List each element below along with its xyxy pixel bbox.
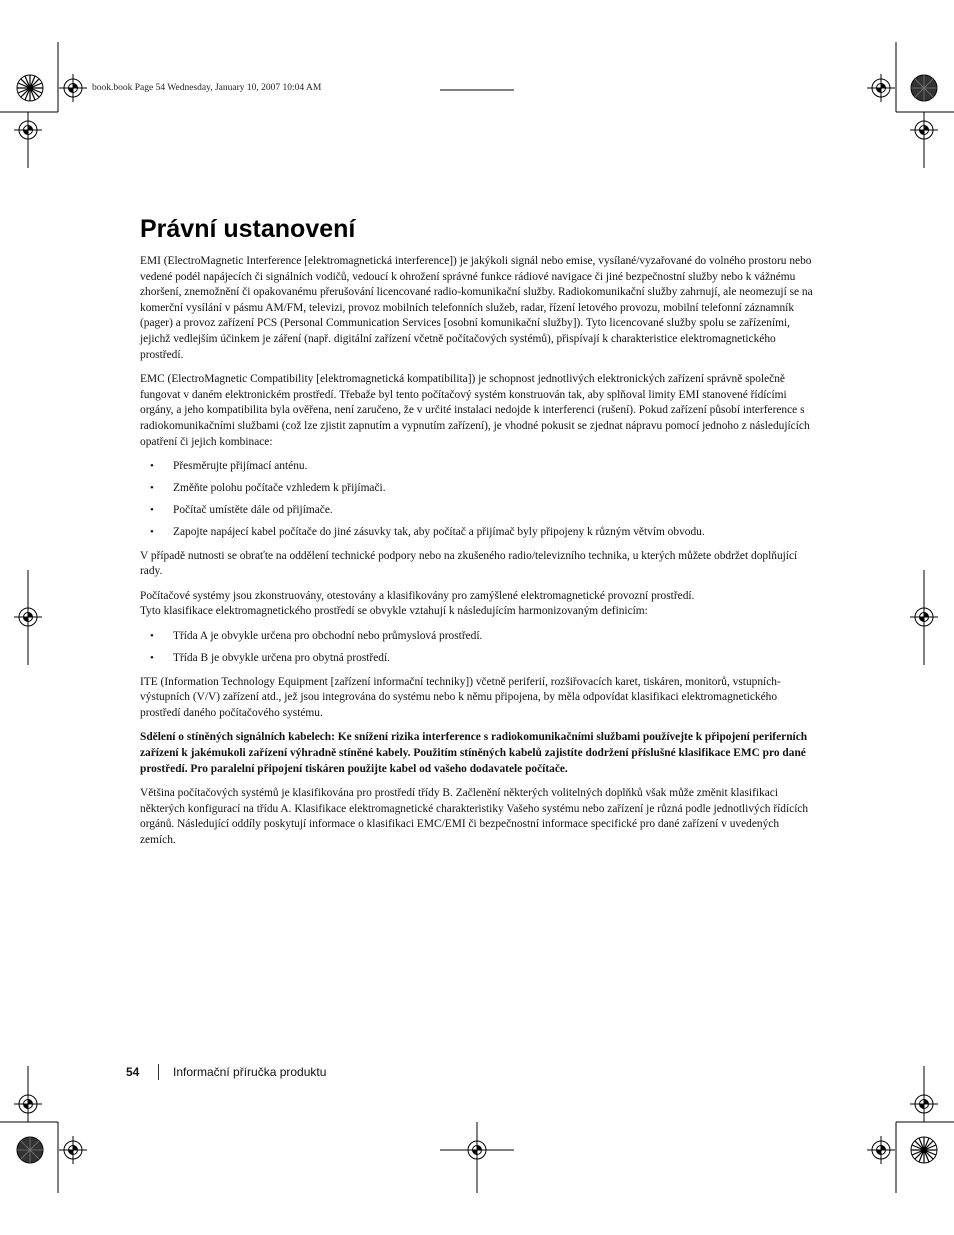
list-item-text: Třída B je obvykle určena pro obytná prostředí. xyxy=(173,652,390,665)
remedy-list xyxy=(140,459,815,541)
paragraph-class-b: Většina počítačových systémů je klasifikována pro prostředí třídy B. Začlenění některých volitelných doplňků však může změnit klasifikaci některých konfigurací na třídu A. Klasifikace elektromagnetické charakteristiky Vašeho systému nebo zařízení je různá podle jednotlivých řídících orgánů. Následující oddíly poskytují informace o klasifikaci EMC/EMI či bezpečnostní informace specifické pro dané zařízení v uvedených zemích. xyxy=(140,787,809,846)
paragraph-classification: Počítačové systémy jsou zkonstruovány, otestovány a klasifikovány pro zamýšlené elektromagnetické provozní prostředí. xyxy=(140,589,695,602)
paragraph-emc: EMC (ElectroMagnetic Compatibility [elektromagnetická kompatibilita]) je schopnost jednotlivých elektronických zařízení správně společně fungovat v daném elektronickém prostředí. Třebaže byl tento počítačový systém konstruován tak, aby splňoval limity EMI stanovené řídícími orgány, a jeho kompatibilita byla ověřena, není zaručeno, že v určité instalaci nedojde k interferenci (rušení). Pokud zařízení působí interference s radiokomunikačními službami (což lze zjistit zapnutím a vypnutím zařízení), je vhodné pokusit se zjednat nápravu pomocí jednoho z následujících opatření či jejich kombinace: xyxy=(140,373,810,448)
paragraph-support: V případě nutnosti se obraťte na oddělení technické podpory nebo na zkušeného radio/televizního technika, u kterých můžete obdržet doplňující rady. xyxy=(140,549,798,578)
print-slug: book.book Page 54 Wednesday, January 10, 2007 10:04 AM xyxy=(92,83,322,93)
list-item-text: Přesměrujte přijímací anténu. xyxy=(173,460,308,473)
list-item xyxy=(140,503,815,519)
list-item xyxy=(140,525,815,541)
list-item-text: Změňte polohu počítače vzhledem k přijímači. xyxy=(173,482,386,495)
list-item-text: Počítač umístěte dále od přijímače. xyxy=(173,504,333,517)
shielded-cable-notice: Sdělení o stíněných signálních kabelech: Ke snížení rizika interference s radiokomunikačními službami používejte k připojení periferních zařízení k jakémukoli zařízení výhradně stíněné kabely. Použitím stíněných kabelů zajistíte dodržení příslušné klasifikace EMC pro dané prostředí. Pro paralelní připojení tiskáren použijte kabel od vašeho dodavatele počítače. xyxy=(140,731,808,775)
bullet-icon: • xyxy=(150,482,154,495)
page-footer xyxy=(126,1063,326,1081)
page-title: Právní ustanovení xyxy=(140,215,356,243)
page-number: 54 xyxy=(126,1065,140,1079)
footer-section-title: Informační příručka produktu xyxy=(173,1065,327,1079)
paragraph-definitions: Tyto klasifikace elektromagnetického prostředí se obvykle vztahují k následujícím harmonizovaným definicím: xyxy=(140,605,648,618)
list-item xyxy=(140,629,815,645)
page-content xyxy=(140,214,815,858)
paragraph-emi: EMI (ElectroMagnetic Interference [elektromagnetická interference]) je jakýkoli signál nebo emise, vysílané/vyzařované do volného prostoru nebo vedené podél napájecích či signálních vodičů, vedoucí k ohrožení správné funkce rádiové navigace či jiné bezpečnostní služby nebo k vážnému zhoršení, znemožnění či opakovanému přerušování licencované radio-komunikační služby. Radiokomunikační služby zahrnují, ale neomezují se na komerční vysílání v pásmu AM/FM, televizi, provoz mobilních telefonních služeb, radar, řízení letového provozu, mobilní telefonní záznamník (pager) a provoz zařízení PCS (Personal Communication Services [osobní komunikační služby]). Tyto licencované služby spolu se zařízeními, jejichž vedlejším účinkem je záření (např. digitální zařízení včetně počítačových systémů), přispívají k charakteristice elektromagnetického prostředí. xyxy=(140,255,813,361)
list-item xyxy=(140,651,815,667)
list-item xyxy=(140,459,815,475)
bullet-icon: • xyxy=(150,460,154,473)
list-item-text: Zapojte napájecí kabel počítače do jiné zásuvky tak, aby počítač a přijímač byly připojeny k různým větvím obvodu. xyxy=(173,526,705,539)
class-list xyxy=(140,629,815,667)
bullet-icon: • xyxy=(150,526,154,539)
bullet-icon: • xyxy=(150,652,154,665)
bullet-icon: • xyxy=(150,630,154,643)
bullet-icon: • xyxy=(150,504,154,517)
list-item xyxy=(140,481,815,497)
paragraph-ite: ITE (Information Technology Equipment [zařízení informační techniky]) včetně periferií, rozšiřovacích karet, tiskáren, monitorů, vstupních-výstupních (V/V) zařízení atd., jež jsou integrována do systému nebo k němu připojena, by měla odpovídat klasifikaci elektromagnetického prostředí daného počítačového systému. xyxy=(140,675,781,719)
list-item-text: Třída A je obvykle určena pro obchodní nebo průmyslová prostředí. xyxy=(173,630,483,643)
footer-divider xyxy=(158,1064,159,1080)
